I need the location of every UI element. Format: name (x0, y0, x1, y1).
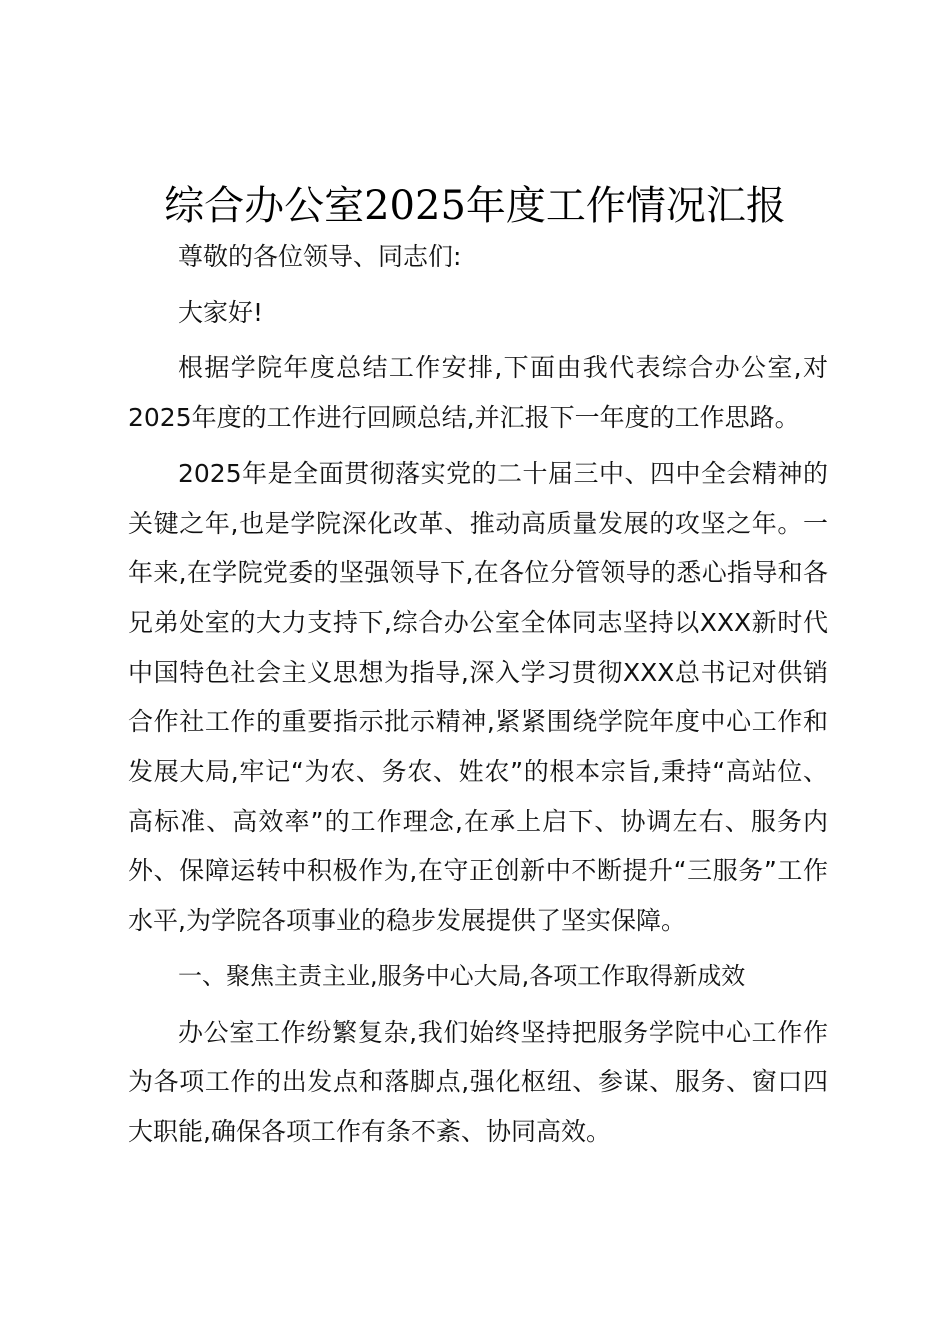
overview-paragraph: 2025年是全面贯彻落实党的二十届三中、四中全会精神的关键之年,也是学院深化改革、推动高质量发展的攻坚之年。一年来,在学院党委的坚强领导下,在各位分管领导的悉心指导和各兄弟处室的大力支持下,综合办公室全体同志坚持以XXX新时代中国特色社会主义思想为指导,深入学习贯彻XXX总书记对供销合作社工作的重要指示批示精神,紧紧围绕学院年度中心工作和发展大局,牢记“为农、务农、姓农”的根本宗旨,秉持“高站位、高标准、高效率”的工作理念,在承上启下、协调左右、服务内外、保障运转中积极作为,在守正创新中不断提升“三服务”工作水平,为学院各项事业的稳步发展提供了坚实保障。 (128, 458, 828, 936)
greeting-line: 尊敬的各位领导、同志们: (178, 242, 462, 271)
document-title: 综合办公室2025年度工作情况汇报 (164, 183, 786, 229)
section-paragraph: 办公室工作纷繁复杂,我们始终坚持把服务学院中心工作作为各项工作的出发点和落脚点,强化枢纽、参谋、服务、窗口四大职能,确保各项工作有条不紊、协同高效。 (128, 1017, 828, 1146)
hello-line: 大家好! (178, 297, 264, 327)
document-body (128, 232, 828, 1157)
intro-paragraph: 根据学院年度总结工作安排,下面由我代表综合办公室,对2025年度的工作进行回顾总结,并汇报下一年度的工作思路。 (128, 353, 828, 433)
section-heading: 一、聚焦主责主业,服务中心大局,各项工作取得新成效 (178, 961, 746, 990)
